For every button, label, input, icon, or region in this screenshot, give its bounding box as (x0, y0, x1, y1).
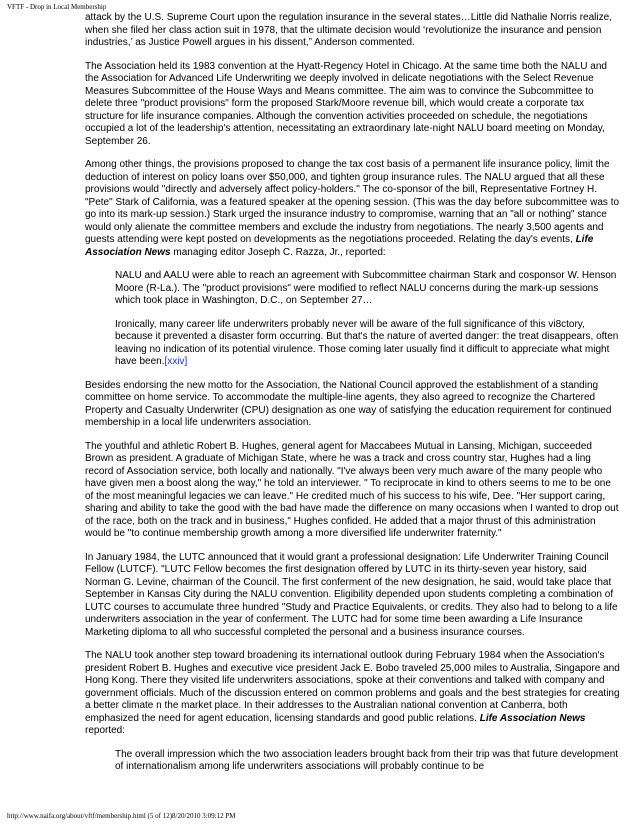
paragraph-tax-provisions (85, 159, 621, 259)
blockquote-agreement: NALU and AALU were able to reach an agreement with Subcommittee chairman Stark and cosponsor W. Henson Moore (R-La.). The "product provisions" were modified to reflect NALU concerns during the mark-up sessions which took place in Washington, D.C., on September 27… (115, 270, 617, 306)
footnote-link-xxiv[interactable]: [xxiv] (164, 356, 188, 367)
paragraph-motto: Besides endorsing the new motto for the Association, the National Council approved the establishment of a standing committee on home service. To accommodate the multiple-line agents, they also agreed to recognize the Chartered Property and Casualty Underwriter (CPU) designation as one way of satisfying the education requirement for continued membership in a local life underwriters association. (85, 379, 612, 428)
blockquote-ironically (115, 319, 621, 369)
page-footer: http://www.naifa.org/about/vftf/membership.html (5 of 12)8/20/2010 3:09:12 PM (7, 812, 236, 820)
paragraph-international (85, 650, 621, 738)
publication-title: Life Association News (479, 712, 586, 724)
paragraph-hughes: The youthful and athletic Robert B. Hughes, general agent for Maccabees Mutual in Lansing, Michigan, succeeded Brown as president. A graduate of Michigan State, where he was a track and cross country star, Hughes had a ling record of Association service, both locally and nationally. "I've always been very much aware of the many people who have given men a boost along the way," he told an interviewer. " To reciprocate in kind to others seems to me to be one of the most meaningful legacies we can leave." He credited much of his success to his wife, Dee. "Her support caring, sharing and ability to take the good with the bad have made the difference on many occasions when I wanted to drop out of the race, both on the track and in business," Hughes confided. He added that a major thrust of this administration would be "to continue membership growth among a more diversified life underwriter fraternity." (85, 440, 619, 539)
paragraph-lutcf: In January 1984, the LUTC announced that it would grant a professional designation: Life Underwriter Training Council Fellow (LUTCF). "LUTC Fellow becomes the first designation offered by LUTC in its thirty-seven year history, said Norman G. Levine, chairman of the Council. The first conferment of the new designation, he said, would take place that September in Kansas City during the NALU convention. Eligibility depended upon students completing a combination of LUTC courses to accumulate three hundred "Study and Practice Equivalents, or credits. They also had to belong to a life underwriters association in the year of conferment. The LUTC had for some time been awarding a Life Insurance Marketing diploma to all who successful completed the personal and a business insurance courses. (85, 551, 618, 638)
page-header: VFTF - Drop in Local Membership (7, 3, 107, 11)
paragraph-text: managing editor Joseph C. Razza, Jr., reported: (170, 246, 386, 258)
blockquote-overall-impression: The overall impression which the two association leaders brought back from their trip was that future development of internationalism among life underwriters associations will probably continue to be (115, 748, 619, 772)
document-body (85, 12, 621, 785)
paragraph-supreme-court: attack by the U.S. Supreme Court upon the regulation insurance in the several states…Little did Nathalie Norris realize, when she filed her class action suit in 1978, that the ultimate decision would ‘revolutionize the insurance and pension industries,’ as Justice Powell argues in his dissent,” Anderson commented. (85, 12, 612, 48)
paragraph-text: The NALU took another step toward broadening its international outlook during February 1984 when the Association's president Robert B. Hughes and executive vice president Jack E. Bobo traveled 25,000 miles to Australia, Singapore and Hong Kong. There they visited life underwriters associations, spoke at their conventions and talked with company and government officials. Much of the discussion entered on common problems and goals and the best strategies for creating a better climate n the market place. In their addresses to the Australian national convention at Canberra, both emphasized the need for agent education, licensing standards and good public relations. (85, 650, 620, 724)
quote-text: Ironically, many career life underwriters probably never will be aware of the full significance of this vi8ctory, because it prevented a disaster form occurring. But that's the nature of averted danger: the treat disappears, often leaving no indication of its potential virulence. Those coming later usually find it difficult to appreciate what might have been. (115, 318, 619, 367)
paragraph-1983-convention: The Association held its 1983 convention at the Hyatt-Regency Hotel in Chicago. At the same time both the NALU and the Association for Advanced Life Underwriting we deeply involved in delicate negotiations with the Select Revenue Measures Subcommittee of the House Ways and Means committee. The aim was to convince the Subcommittee to delete three "product provisions" form the proposed Stark/Moore revenue bill, which would create a corporate tax structure for life insurance companies. Although the convention activities proceeded on schedule, the negotiations occupied a lot of the leadership's attention, necessitating an extraordinary late-night NALU board meeting on Monday, September 26. (85, 60, 607, 147)
paragraph-text: Among other things, the provisions proposed to change the tax cost basis of a permanent life insurance policy, limit the deduction of interest on policy loans over $50,000, and tighten group insurance rules. The NALU argued that all these provisions would "directly and adversely affect policy-holders." The co-sponsor of the bill, Representative Fortney H. "Pete" Stark of California, was a featured speaker at the opening session. (This was the day before subcommittee was to go into its mark-up session.) Stark urged the insurance industry to compromise, warning that an "all or nothing" stance would only alienate the committee members and exclude the industry from negotiations. The nearly 3,500 agents and guests attending were kept posted on developments as the negotiations proceeded. Relating the day's events, (85, 159, 620, 245)
publication-title: Life Association News (85, 234, 594, 258)
paragraph-text: reported: (85, 725, 126, 736)
